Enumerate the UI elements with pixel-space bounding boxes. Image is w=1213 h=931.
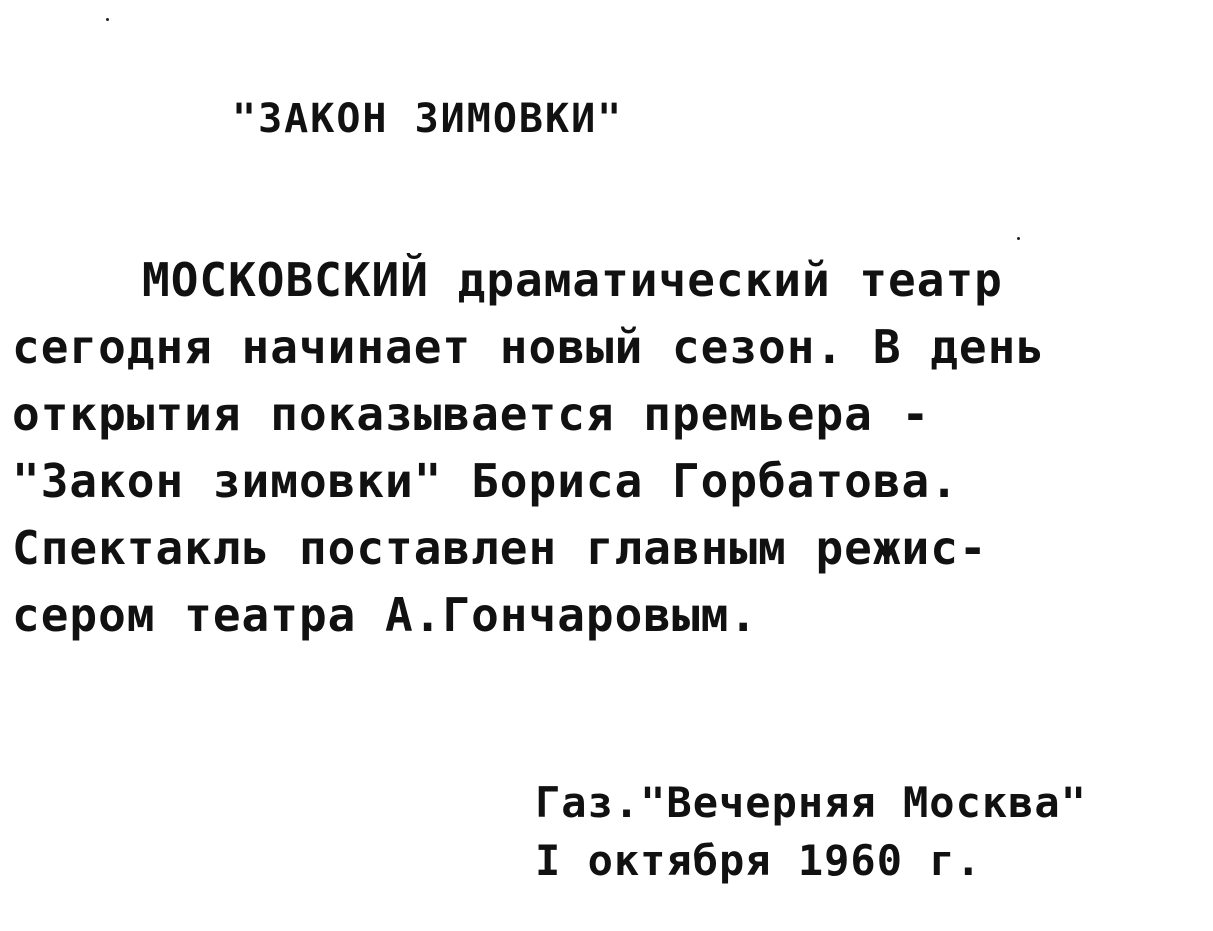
body-line: Спектакль поставлен главным режис- [12, 521, 988, 575]
body-line: МОСКОВСКИЙ драматический театр [142, 253, 1003, 307]
body-line: сером театра А.Гончаровым. [12, 588, 759, 642]
source-citation [535, 774, 1087, 890]
body-line: открытия показывается премьера - [12, 387, 931, 441]
body-line: "Закон зимовки" Бориса Горбатова. [12, 454, 959, 508]
body-paragraph [12, 247, 1045, 649]
body-line: сегодня начинает новый сезон. В день [12, 320, 1045, 374]
source-newspaper: Газ."Вечерняя Москва" [535, 778, 1088, 827]
dust-speck [106, 18, 109, 21]
document-title: "ЗАКОН ЗИМОВКИ" [232, 96, 624, 142]
source-date: I октября 1960 г. [535, 836, 982, 885]
dust-speck [1017, 237, 1020, 240]
